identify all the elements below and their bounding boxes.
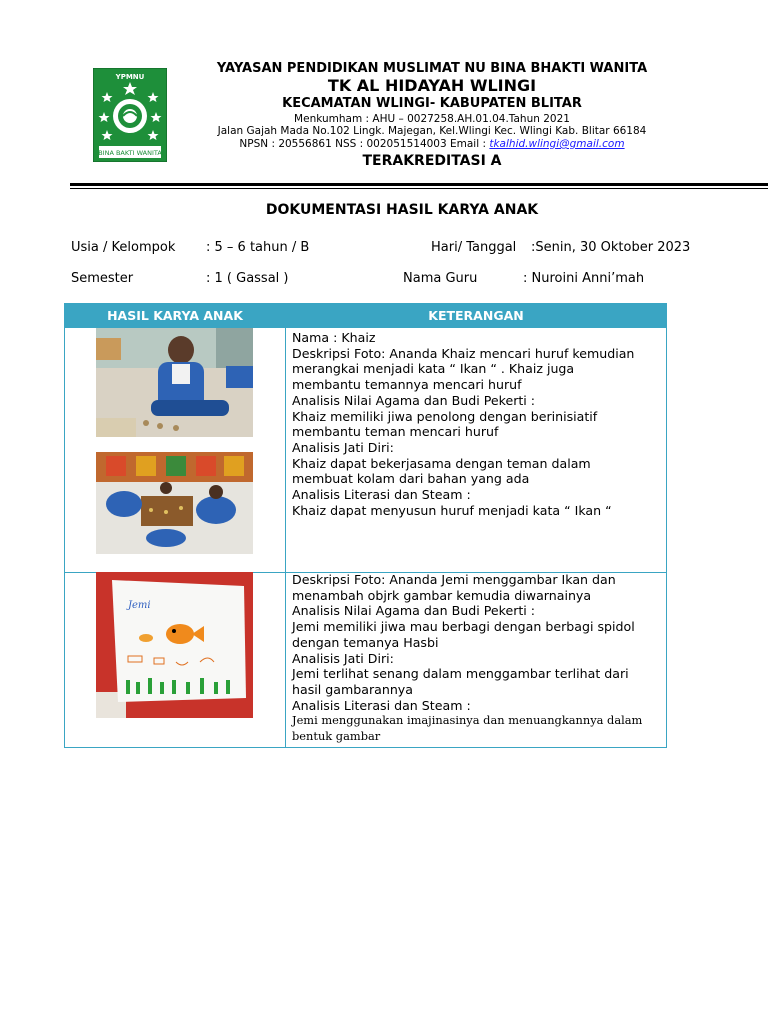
notes-line: Analisis Nilai Agama dan Budi Pekerti :	[292, 603, 536, 619]
table-header	[65, 304, 666, 328]
age-value: : 5 – 6 tahun / B	[206, 240, 310, 255]
district-name: KECAMATAN WLINGI- KABUPATEN BLITAR	[282, 96, 582, 111]
photo-child-letters	[96, 328, 253, 437]
notes-row-1	[292, 330, 664, 518]
column-divider	[285, 328, 286, 748]
notes-line: Analisis Jati Diri:	[292, 650, 394, 666]
notes-line: Khaiz memiliki jiwa penolong dengan berinisiatif	[292, 408, 598, 424]
foundation-name: YAYASAN PENDIDIKAN MUSLIMAT NU BINA BHAKTI WANITA	[216, 61, 648, 76]
legal-number: Menkumham : AHU – 0027258.AH.01.04.Tahun 2021	[294, 113, 570, 125]
semester-label: Semester	[71, 271, 134, 286]
logo-text-bottom: BINA BAKTI WANITA	[98, 149, 162, 157]
notes-line: Jemi terlihat senang dalam menggambar terlihat dari	[292, 666, 629, 682]
notes-line: Analisis Jati Diri:	[292, 439, 394, 455]
column-header-work: HASIL KARYA ANAK	[107, 308, 243, 323]
notes-line: menambah objrk gambar kemudia diwarnainya	[292, 587, 592, 603]
document-title: DOKUMENTASI HASIL KARYA ANAK	[265, 202, 539, 218]
notes-line: Deskripsi Foto: Ananda Jemi menggambar Ikan dan	[292, 572, 616, 587]
school-address: Jalan Gajah Mada No.102 Lingk. Majegan, Kel.Wlingi Kec. Wlingi Kab. Blitar 66184	[217, 125, 647, 137]
age-label: Usia / Kelompok	[71, 240, 176, 255]
notes-line: dengan temanya Hasbi	[292, 634, 439, 650]
header-rule-thick	[70, 183, 768, 186]
column-header-notes: KETERANGAN	[428, 308, 524, 323]
notes-line: membantu temannya mencari huruf	[292, 377, 522, 393]
teacher-value: : Nuroini Anni’mah	[523, 271, 645, 286]
notes-line: Analisis Literasi dan Steam :	[292, 487, 471, 503]
date-label: Hari/ Tanggal	[431, 240, 517, 255]
npsn-text: NPSN : 20556861 NSS : 002051514003 Email :	[239, 138, 490, 150]
notes-line: Deskripsi Foto: Ananda Khaiz mencari huruf kemudian	[292, 345, 635, 361]
notes-line: bentuk gambar	[292, 729, 381, 744]
photo-children-group	[96, 452, 253, 554]
notes-row-2	[292, 572, 664, 745]
notes-line: merangkai menjadi kata “ Ikan “ . Khaiz juga	[292, 361, 575, 377]
logo-text-top: YPMNU	[115, 73, 145, 81]
school-ids	[48, 138, 768, 150]
notes-line: membantu teman mencari huruf	[292, 424, 499, 440]
email-link[interactable]: tkalhid.wlingi@gmail.com	[489, 138, 625, 150]
drawing-label: Jemi	[128, 600, 151, 611]
teacher-label: Nama Guru	[403, 271, 478, 286]
accreditation: TERAKREDITASI A	[362, 153, 502, 169]
notes-line: Khaiz dapat bekerjasama dengan teman dalam	[292, 455, 591, 471]
school-name: TK AL HIDAYAH WLINGI	[327, 76, 537, 95]
header-rule-thin	[70, 188, 768, 189]
notes-line: hasil gambarannya	[292, 681, 413, 697]
semester-value: : 1 ( Gassal )	[206, 271, 289, 286]
photo-fish-drawing	[96, 572, 253, 718]
notes-line: Analisis Nilai Agama dan Budi Pekerti :	[292, 392, 536, 408]
notes-line: Analisis Literasi dan Steam :	[292, 697, 471, 713]
notes-line: Jemi menggunakan imajinasinya dan menuangkannya dalam	[292, 713, 643, 728]
notes-line: Jemi memiliki jiwa mau berbagi dengan berbagi spidol	[292, 619, 635, 635]
notes-line: Khaiz dapat menyusun huruf menjadi kata “ Ikan “	[292, 502, 612, 518]
notes-line: membuat kolam dari bahan yang ada	[292, 471, 530, 487]
work-documentation-table	[64, 303, 667, 748]
notes-line: Nama : Khaiz	[292, 330, 376, 345]
date-value: :Senin, 30 Oktober 2023	[531, 240, 691, 255]
